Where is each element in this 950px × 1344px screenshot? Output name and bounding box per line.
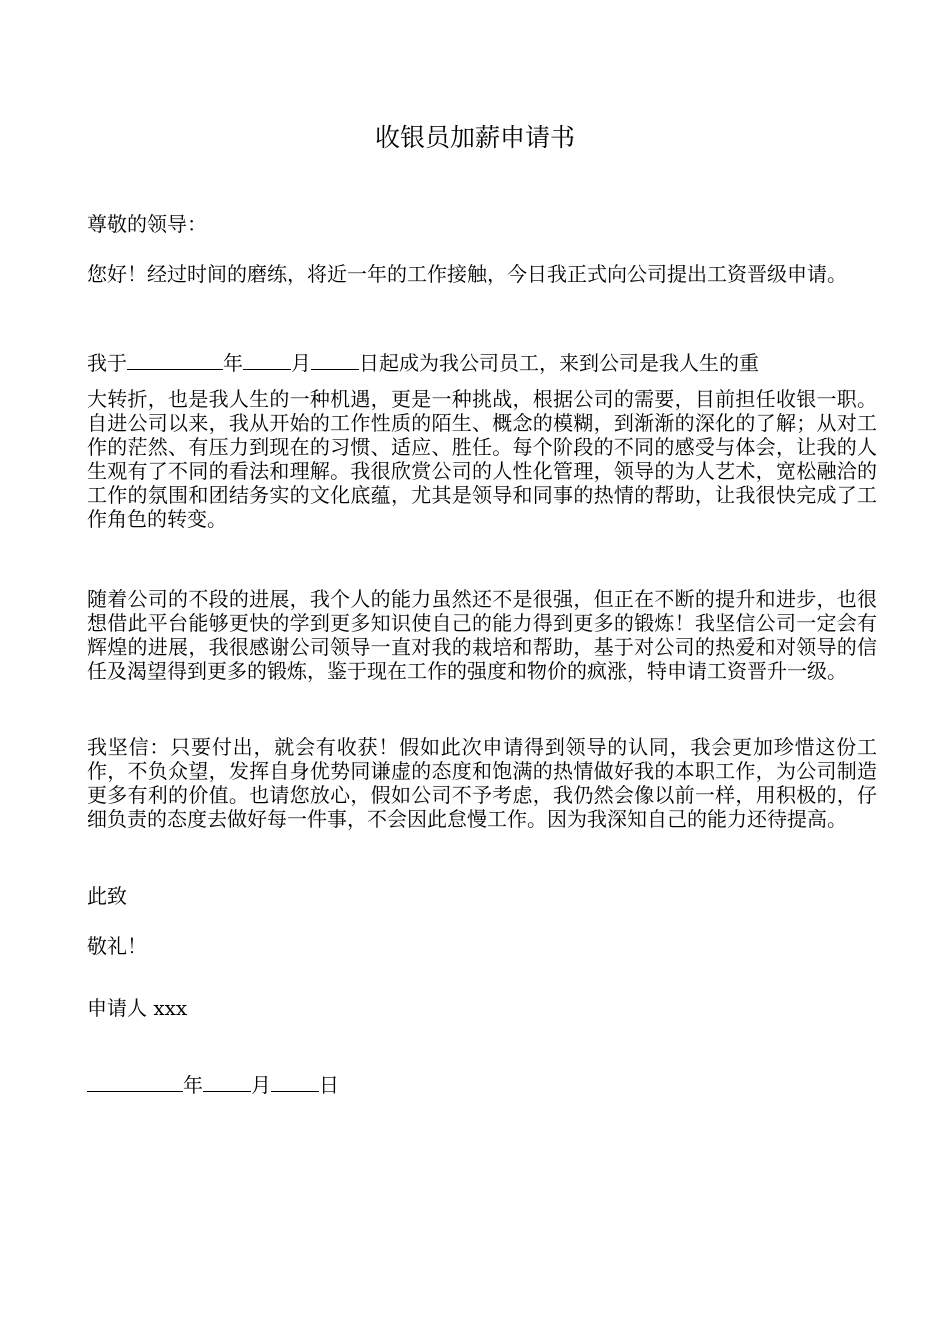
start-month-blank (243, 349, 291, 370)
paragraph-intro: 您好！经过时间的磨练，将近一年的工作接触，今日我正式向公司提出工资晋级申请。 (87, 262, 847, 286)
sign-year-blank (87, 1071, 183, 1092)
signer-line (87, 996, 877, 1020)
closing-line-1: 此致 (87, 884, 127, 908)
signature-date-line (87, 1071, 877, 1097)
start-year-blank (127, 349, 223, 370)
greeting: 尊敬的领导： (87, 212, 207, 236)
start-month-label: 月 (291, 351, 311, 375)
paragraph-start-date-line (87, 349, 877, 375)
sign-month-label: 月 (251, 1073, 271, 1097)
start-day-blank (311, 349, 359, 370)
start-date-prefix: 我于 (87, 351, 127, 375)
document-title: 收银员加薪申请书 (374, 123, 575, 152)
sign-month-blank (203, 1071, 251, 1092)
start-year-label: 年 (223, 351, 243, 375)
sign-day-blank (271, 1071, 319, 1092)
paragraph-request: 随着公司的不段的进展，我个人的能力虽然还不是很强，但正在不断的提升和进步，也很想借此平台能够更快的学到更多知识使自己的能力得到更多的锻炼！我坚信公司一定会有辉煌的进展，我很感谢公司领导一直对我的栽培和帮助，基于对公司的热爱和对领导的信任及渴望得到更多的锻炼，鉴于现在工作的强度和物价的疯涨，特申请工资晋升一级。 (87, 587, 877, 683)
start-date-suffix: 日起成为我公司员工，来到公司是我人生的重 (359, 351, 759, 375)
sign-year-label: 年 (183, 1073, 203, 1097)
closing-line-2: 敬礼！ (87, 934, 147, 958)
paragraph-commitment: 我坚信：只要付出，就会有收获！假如此次申请得到领导的认同，我会更加珍惜这份工作，不负众望，发挥自身优势同谦虚的态度和饱满的热情做好我的本职工作，为公司制造更多有利的价值。也请您放心，假如公司不予考虑，我仍然会像以前一样，用积极的，仔细负责的态度去做好每一件事，不会因此怠慢工作。因为我深知自己的能力还待提高。 (87, 735, 877, 831)
signer-name: 申请人 xxx (87, 996, 188, 1020)
sign-day-label: 日 (319, 1073, 339, 1097)
paragraph-experience: 大转折，也是我人生的一种机遇，更是一种挑战，根据公司的需要，目前担任收银一职。自进公司以来，我从开始的工作性质的陌生、概念的模糊，到渐渐的深化的了解；从对工作的茫然、有压力到现在的习惯、适应、胜任。每个阶段的不同的感受与体会，让我的人生观有了不同的看法和理解。我很欣赏公司的人性化管理，领导的为人艺术，宽松融洽的工作的氛围和团结务实的文化底蕴，尤其是领导和同事的热情的帮助，让我很快完成了工作角色的转变。 (87, 387, 877, 531)
